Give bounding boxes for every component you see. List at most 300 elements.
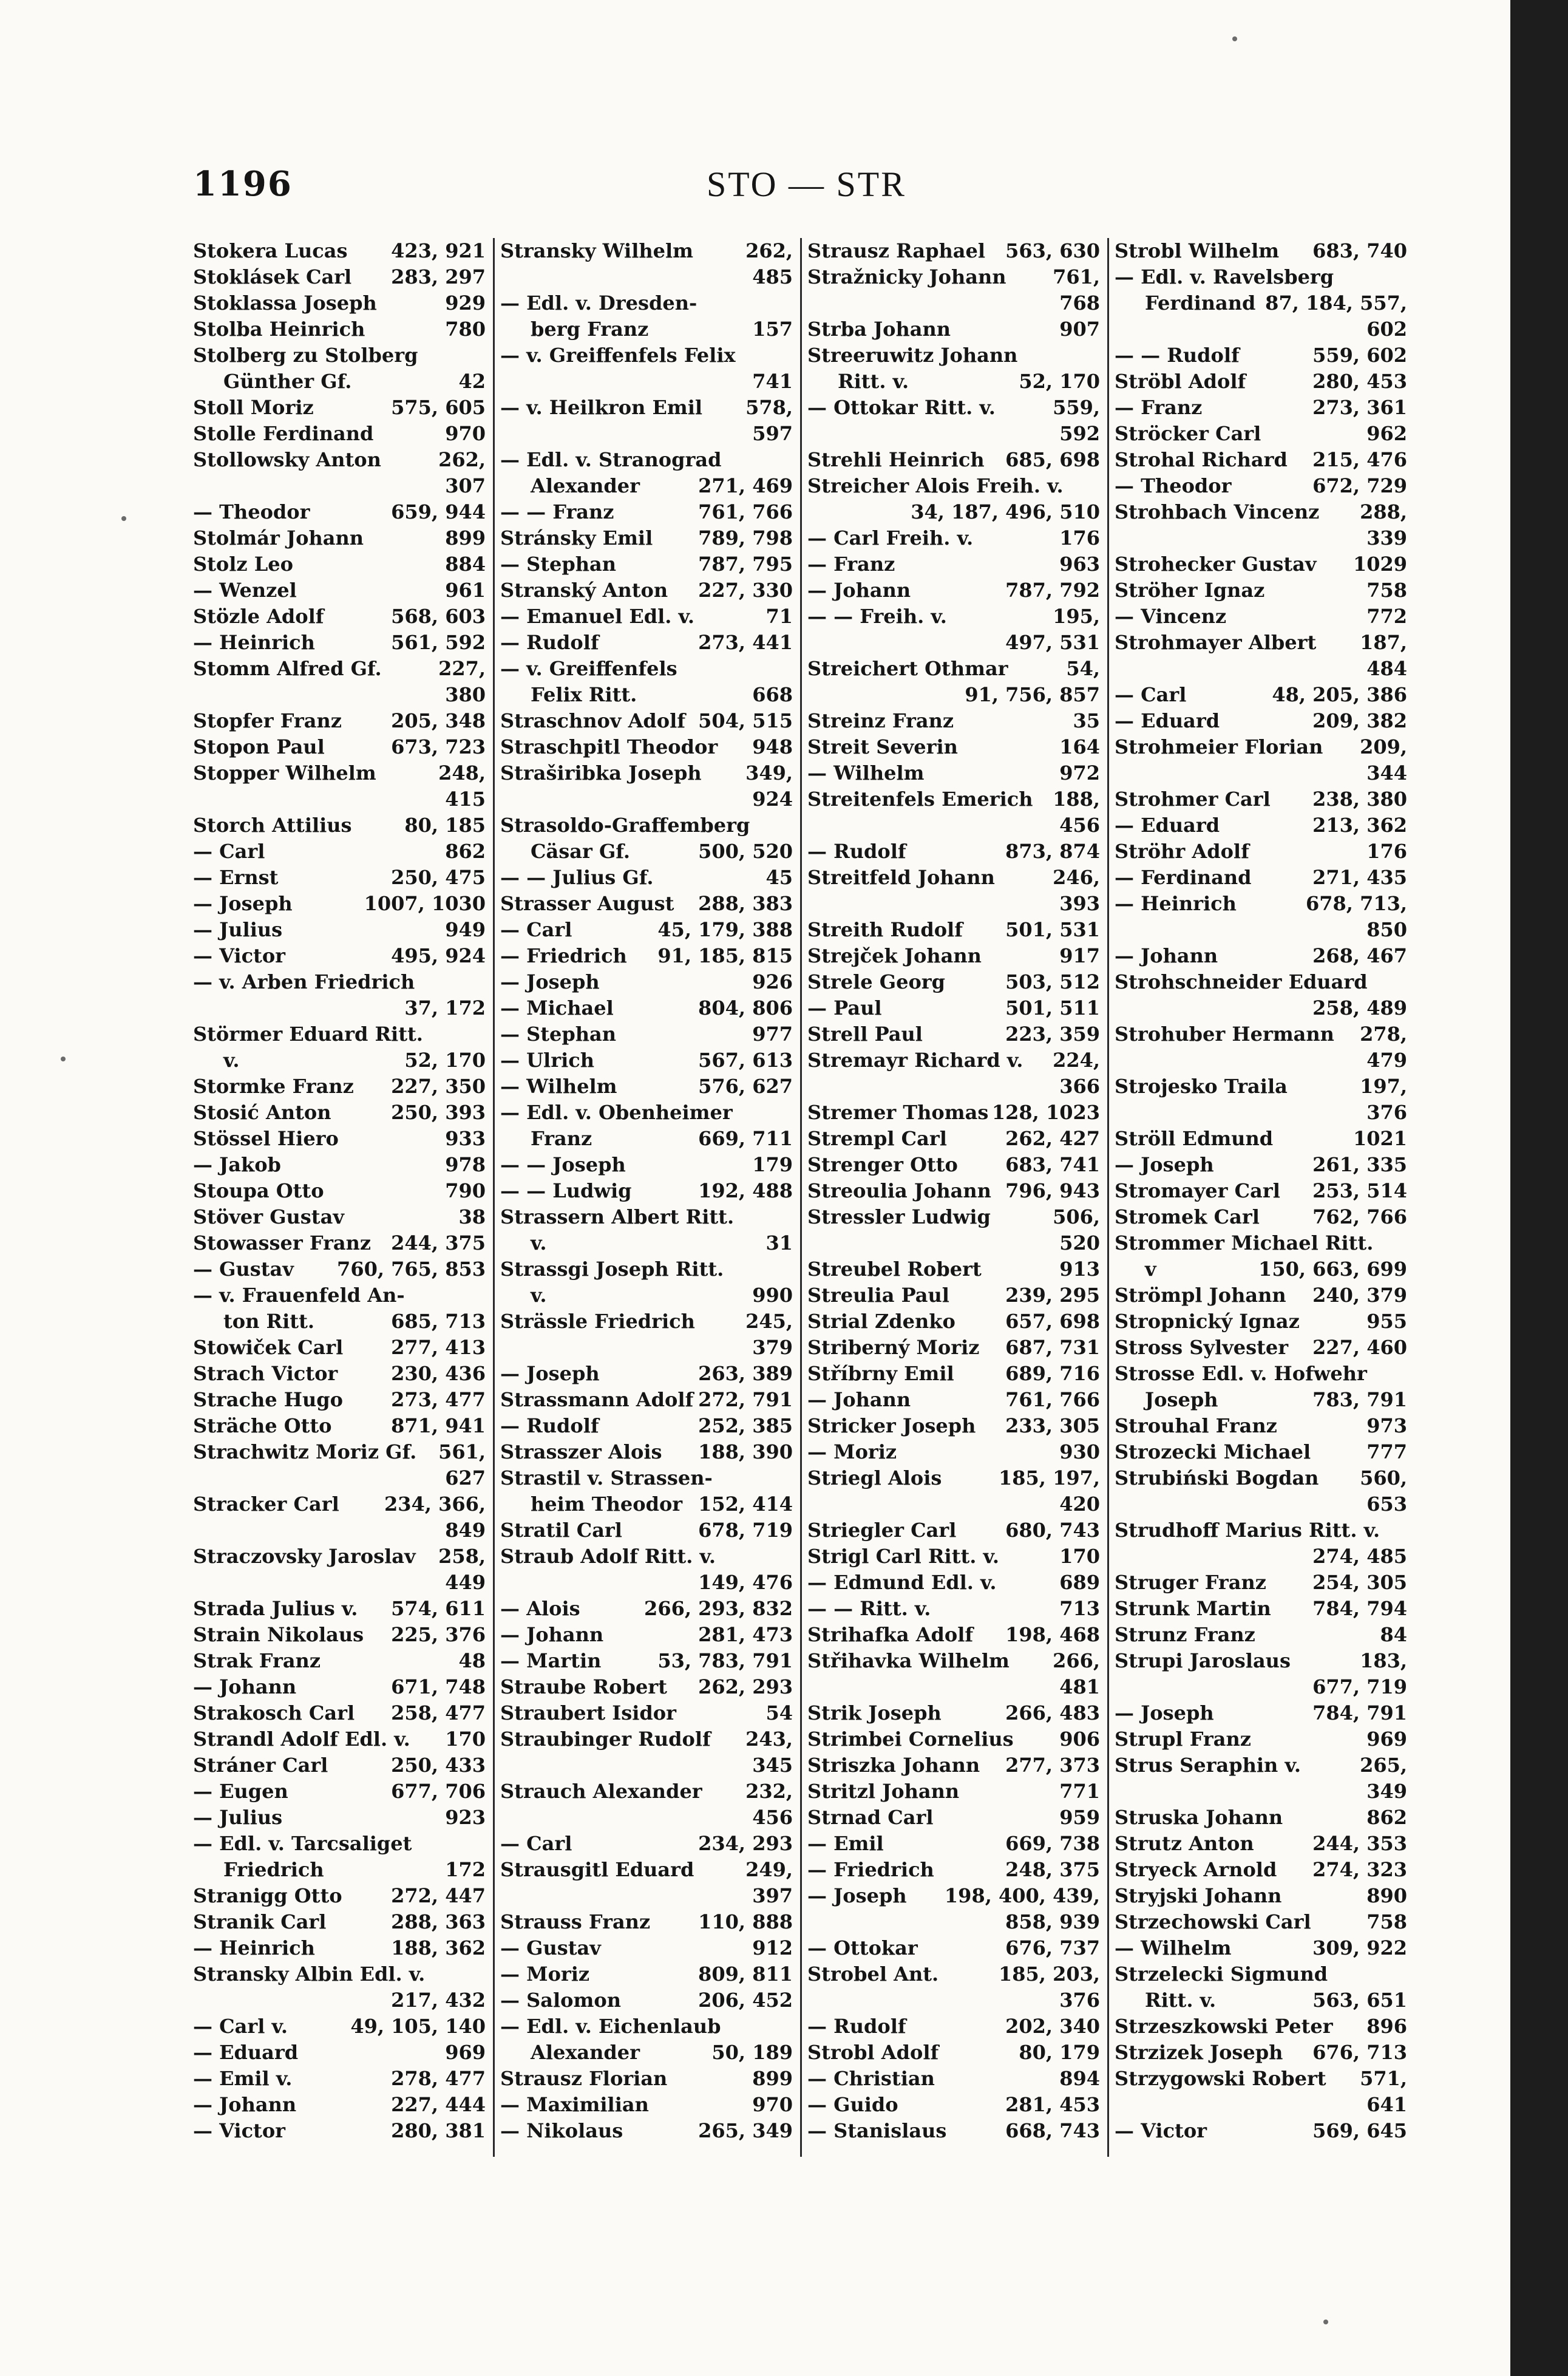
entry-name: Stropnický Ignaz (1115, 1310, 1300, 1333)
entry-name: Streulia Paul (807, 1284, 949, 1307)
entry-name: Strzeszkowski Peter (1115, 2015, 1333, 2038)
entry-name: heim Theodor (531, 1493, 683, 1516)
entry-pages: 678, 713, (1305, 892, 1407, 915)
index-entry (500, 1100, 793, 1126)
entry-name: Ritt. v. (838, 370, 909, 393)
entry-name: Ströher Ignaz (1115, 579, 1265, 602)
index-entry (500, 264, 793, 290)
entry-pages: 761, (1053, 265, 1100, 288)
entry-pages: 272, 791 (698, 1388, 793, 1411)
entry-name: Felix Ritt. (531, 683, 637, 706)
entry-pages: 339 (1366, 526, 1407, 550)
index-entry (193, 421, 486, 447)
entry-pages: 238, 380 (1312, 788, 1407, 811)
entry-name: Streeruwitz Johann (807, 344, 1018, 367)
index-entry (500, 1700, 793, 1726)
index-entry (807, 1517, 1100, 1544)
index-entry (193, 917, 486, 943)
entry-name: — Ulrich (500, 1049, 594, 1072)
index-entry (193, 525, 486, 551)
entry-pages: 80, 179 (1019, 2041, 1100, 2064)
entry-pages: 49, 105, 140 (350, 2015, 486, 2038)
entry-pages: 277, 373 (1005, 1754, 1100, 1777)
index-entry (500, 734, 793, 760)
entry-pages: 758 (1366, 1910, 1407, 1933)
index-entry (500, 1805, 793, 1831)
entry-pages: 787, 792 (1005, 579, 1100, 602)
entry-name: Streitenfels Emerich (807, 788, 1033, 811)
entry-pages: 258, (438, 1545, 486, 1568)
index-entry (193, 1596, 486, 1622)
entry-pages: 520 (1059, 1231, 1100, 1254)
entry-pages: 42 (458, 370, 486, 393)
entry-pages: 899 (752, 2067, 793, 2090)
entry-name: Strejček Johann (807, 944, 982, 967)
entry-name: — — Ritt. v. (807, 1597, 931, 1620)
index-entry (193, 1857, 486, 1883)
entry-name: — Guido (807, 2093, 898, 2116)
entry-name: Stransky Albin Edl. v. (193, 1962, 426, 1986)
index-entry (193, 264, 486, 290)
index-entry (807, 2092, 1100, 2118)
index-entry (193, 2066, 486, 2092)
index-entry (807, 1909, 1100, 1935)
entry-name: Striszka Johann (807, 1754, 980, 1777)
entry-pages: 575, 605 (391, 396, 486, 419)
entry-name: Striberný Moriz (807, 1336, 980, 1359)
index-entry (193, 1648, 486, 1674)
entry-name: — Moriz (807, 1440, 897, 1463)
entry-name: — Edl. v. Tarcsaliget (193, 1832, 412, 1855)
index-entry (807, 1700, 1100, 1726)
entry-pages: 234, 293 (698, 1832, 793, 1855)
entry-name: — Christian (807, 2067, 935, 2090)
entry-name: — Theodor (1115, 474, 1232, 497)
entry-name: — Jakob (193, 1153, 281, 1176)
index-entry (193, 630, 486, 656)
entry-pages: 456 (752, 1806, 793, 1829)
index-entry (807, 1883, 1100, 1909)
entry-pages: 266, 293, 832 (644, 1597, 793, 1620)
entry-name: Strohschneider Eduard (1115, 970, 1368, 993)
entry-name: Strömpl Johann (1115, 1284, 1286, 1307)
entry-name: Streinz Franz (807, 709, 954, 732)
index-entry (193, 1413, 486, 1439)
entry-name: Stokera Lucas (193, 239, 348, 262)
entry-pages: 261, 335 (1312, 1153, 1407, 1176)
entry-name: Straschpitl Theodor (500, 735, 718, 758)
entry-pages: 288, 383 (698, 892, 793, 915)
index-entry (193, 238, 486, 264)
index-entry (500, 604, 793, 630)
entry-pages: 969 (445, 2041, 486, 2064)
entry-name: — Edmund Edl. v. (807, 1571, 997, 1594)
index-entry (1115, 2066, 1407, 2092)
entry-pages: 484 (1366, 657, 1407, 680)
entry-pages: 278, 477 (391, 2067, 486, 2090)
entry-pages: 761, 766 (1005, 1388, 1100, 1411)
paper-speck (1323, 2320, 1328, 2324)
entry-pages: 192, 488 (698, 1179, 793, 1202)
entry-name: Stolba Heinrich (193, 318, 365, 341)
entry-pages: 481 (1059, 1675, 1100, 1698)
index-entry (500, 577, 793, 604)
index-entry (807, 264, 1100, 290)
entry-name: — Wilhelm (807, 761, 925, 785)
entry-pages: 890 (1366, 1884, 1407, 1907)
index-entry (500, 342, 793, 369)
entry-name: Strohecker Gustav (1115, 553, 1317, 576)
index-entry (1115, 264, 1407, 290)
entry-pages: 34, 187, 496, 510 (911, 500, 1100, 523)
entry-pages: 280, 453 (1312, 370, 1407, 393)
index-entry (807, 891, 1100, 917)
entry-name: Ströcker Carl (1115, 422, 1261, 445)
index-entry (500, 891, 793, 917)
entry-name: Stricker Joseph (807, 1414, 976, 1437)
entry-pages: 884 (445, 553, 486, 576)
entry-pages: 262, (438, 448, 486, 471)
index-entry (193, 1752, 486, 1779)
index-entry (807, 1648, 1100, 1674)
entry-name: Stolmár Johann (193, 526, 364, 550)
index-entry (807, 1074, 1100, 1100)
entry-pages: 248, (438, 761, 486, 785)
entry-name: — Emanuel Edl. v. (500, 605, 695, 628)
index-entry (807, 473, 1100, 499)
entry-name: Strachwitz Moriz Gf. (193, 1440, 417, 1463)
entry-name: — Friedrich (807, 1858, 934, 1881)
entry-name: Stranigg Otto (193, 1884, 342, 1907)
entry-name: Striegl Alois (807, 1466, 942, 1489)
entry-name: Störmer Eduard Ritt. (193, 1023, 423, 1046)
entry-name: — Victor (1115, 2119, 1207, 2142)
index-entry (500, 682, 793, 708)
entry-name: Striegler Carl (807, 1519, 957, 1542)
index-entry (193, 943, 486, 969)
entry-pages: 164 (1059, 735, 1100, 758)
entry-pages: 183, (1360, 1649, 1407, 1672)
entry-name: — Michael (500, 996, 614, 1020)
entry-name: Franz (531, 1127, 592, 1150)
entry-name: — Eduard (193, 2041, 299, 2064)
paper-speck (121, 516, 126, 521)
index-entry (500, 839, 793, 865)
entry-name: Günther Gf. (223, 370, 352, 393)
entry-name: — v. Arben Friedrich (193, 970, 415, 993)
index-entry (1115, 342, 1407, 369)
index-entry (500, 1857, 793, 1883)
entry-pages: 771 (1059, 1780, 1100, 1803)
entry-pages: 349, (745, 761, 793, 785)
entry-pages: 762, 766 (1312, 1205, 1407, 1228)
entry-pages: 560, (1360, 1466, 1407, 1489)
index-entry (1115, 1779, 1407, 1805)
entry-pages: 969 (1366, 1728, 1407, 1751)
index-entry (1115, 1544, 1407, 1570)
entry-name: — Salomon (500, 1989, 621, 2012)
entry-name: — — Joseph (500, 1153, 626, 1176)
column-rule (493, 238, 495, 2157)
entry-pages: 91, 756, 857 (965, 683, 1100, 706)
index-entry (807, 656, 1100, 682)
entry-name: Strzygowski Robert (1115, 2067, 1326, 2090)
entry-pages: 929 (445, 291, 486, 315)
entry-pages: 185, 203, (998, 1962, 1100, 1986)
entry-name: — Rudolf (807, 840, 906, 863)
entry-name: Straširibka Joseph (500, 761, 702, 785)
entry-name: Stosić Anton (193, 1101, 331, 1124)
entry-pages: 227, 350 (391, 1075, 486, 1098)
entry-name: — v. Greiffenfels Felix (500, 344, 736, 367)
index-entry (807, 1674, 1100, 1700)
index-entry (193, 1465, 486, 1491)
entry-pages: 420 (1059, 1493, 1100, 1516)
entry-name: — v. Heilkron Emil (500, 396, 703, 419)
entry-pages: 271, 469 (698, 474, 793, 497)
entry-name: — Theodor (193, 500, 310, 523)
index-entry (193, 1204, 486, 1230)
entry-name: Strassern Albert Ritt. (500, 1205, 735, 1228)
index-entry (807, 1961, 1100, 1987)
entry-pages: 862 (445, 840, 486, 863)
entry-name: Ferdinand (1145, 291, 1256, 315)
entry-name: Strik Joseph (807, 1701, 942, 1724)
entry-pages: 379 (752, 1336, 793, 1359)
index-entry (193, 1439, 486, 1465)
index-entry (500, 1152, 793, 1178)
entry-name: — Ernst (193, 866, 279, 889)
entry-name: Stolz Leo (193, 553, 293, 576)
index-entry (500, 1570, 793, 1596)
entry-pages: 209, 382 (1312, 709, 1407, 732)
index-column-2 (500, 238, 793, 2144)
entry-name: v. (223, 1049, 240, 1072)
entry-pages: 283, 297 (391, 265, 486, 288)
entry-pages: 309, 922 (1312, 1936, 1407, 1959)
entry-pages: 559, 602 (1312, 344, 1407, 367)
entry-pages: 35 (1073, 709, 1100, 732)
index-entry (807, 1935, 1100, 1961)
entry-pages: 195, (1053, 605, 1100, 628)
entry-pages: 91, 185, 815 (657, 944, 793, 967)
index-entry (193, 1961, 486, 1987)
paper-speck (1232, 36, 1237, 41)
entry-name: — v. Greiffenfels (500, 657, 677, 680)
entry-pages: 804, 806 (698, 996, 793, 1020)
index-entry (500, 1491, 793, 1517)
entry-pages: 678, 719 (698, 1519, 793, 1542)
index-entry (193, 1987, 486, 2013)
entry-pages: 84 (1380, 1623, 1407, 1646)
index-entry (193, 1805, 486, 1831)
entry-pages: 672, 729 (1312, 474, 1407, 497)
index-entry (500, 1230, 793, 1256)
entry-name: — Eduard (1115, 709, 1220, 732)
entry-name: Strasser August (500, 892, 674, 915)
entry-pages: 567, 613 (698, 1049, 793, 1072)
index-entry (193, 682, 486, 708)
index-entry (193, 1387, 486, 1413)
entry-pages: 955 (1366, 1310, 1407, 1333)
index-entry (1115, 839, 1407, 865)
index-entry (1115, 1961, 1407, 1987)
index-entry (807, 1230, 1100, 1256)
index-entry (1115, 499, 1407, 525)
entry-pages: 198, 400, 439, (944, 1884, 1100, 1907)
entry-pages: 349 (1366, 1780, 1407, 1803)
entry-name: Stözle Adolf (193, 605, 324, 628)
entry-name: — — Franz (500, 500, 614, 523)
entry-pages: 772 (1366, 605, 1407, 628)
entry-name: Strunz Franz (1115, 1623, 1255, 1646)
index-entry (500, 1648, 793, 1674)
index-entry (500, 1204, 793, 1230)
entry-pages: 899 (445, 526, 486, 550)
index-entry (500, 447, 793, 473)
entry-pages: 215, 476 (1312, 448, 1407, 471)
entry-name: — Joseph (807, 1884, 907, 1907)
entry-name: — Ottokar (807, 1936, 918, 1959)
entry-name: Stryeck Arnold (1115, 1858, 1277, 1881)
entry-pages: 188, 362 (391, 1936, 486, 1959)
index-entry (1115, 656, 1407, 682)
entry-name: Straschnov Adolf (500, 709, 686, 732)
index-entry (500, 917, 793, 943)
entry-pages: 479 (1366, 1049, 1407, 1072)
entry-pages: 307 (445, 474, 486, 497)
entry-pages: 243, (745, 1728, 793, 1751)
entry-pages: 485 (752, 265, 793, 288)
entry-name: Strial Zdenko (807, 1310, 955, 1333)
entry-pages: 176 (1366, 840, 1407, 863)
index-entry (193, 1779, 486, 1805)
index-entry (807, 812, 1100, 839)
entry-name: Strasszer Alois (500, 1440, 662, 1463)
index-entry (1115, 447, 1407, 473)
index-entry (1115, 316, 1407, 342)
entry-name: — Stanislaus (807, 2119, 947, 2142)
entry-name: Stross Sylvester (1115, 1336, 1289, 1359)
entry-pages: 202, 340 (1005, 2015, 1100, 2038)
index-entry (1115, 760, 1407, 786)
entry-name: Strenger Otto (807, 1153, 958, 1176)
entry-pages: 501, 511 (1005, 996, 1100, 1020)
entry-pages: 271, 435 (1312, 866, 1407, 889)
index-entry (500, 995, 793, 1021)
entry-name: Stoll Moriz (193, 396, 314, 419)
index-entry (193, 1021, 486, 1047)
entry-name: — Franz (807, 553, 895, 576)
entry-name: Alexander (531, 2041, 640, 2064)
entry-pages: 423, 921 (391, 239, 486, 262)
index-entry (500, 786, 793, 812)
index-entry (500, 1047, 793, 1074)
index-entry (500, 630, 793, 656)
entry-name: — Edl. v. Dresden- (500, 291, 697, 315)
index-entry (807, 734, 1100, 760)
entry-name: — Victor (193, 2119, 286, 2142)
entry-name: Strozecki Michael (1115, 1440, 1311, 1463)
entry-name: Strandl Adolf Edl. v. (193, 1728, 410, 1751)
index-entry (500, 1674, 793, 1700)
entry-name: Straubinger Rudolf (500, 1728, 711, 1751)
entry-name: — — Julius Gf. (500, 866, 654, 889)
column-rule (1107, 238, 1109, 2157)
entry-pages: 948 (752, 735, 793, 758)
entry-name: Straubert Isidor (500, 1701, 676, 1724)
entry-pages: 906 (1059, 1728, 1100, 1751)
entry-pages: 245, (745, 1310, 793, 1333)
entry-pages: 990 (752, 1284, 793, 1307)
entry-pages: 563, 630 (1005, 239, 1100, 262)
entry-name: — Emil v. (193, 2067, 293, 2090)
index-entry (1115, 1570, 1407, 1596)
index-entry (500, 499, 793, 525)
entry-pages: 1007, 1030 (364, 892, 486, 915)
entry-pages: 871, 941 (391, 1414, 486, 1437)
entry-pages: 959 (1059, 1806, 1100, 1829)
index-entry (1115, 891, 1407, 917)
entry-pages: 250, 393 (391, 1101, 486, 1124)
index-entry (500, 290, 793, 316)
entry-pages: 288, (1360, 500, 1407, 523)
index-entry (500, 1987, 793, 2013)
index-entry (1115, 1152, 1407, 1178)
entry-name: Strauch Alexander (500, 1780, 702, 1803)
index-entry (807, 1726, 1100, 1752)
entry-pages: 858, 939 (1005, 1910, 1100, 1933)
entry-name: Struger Franz (1115, 1571, 1266, 1594)
entry-name: Strojesko Traila (1115, 1075, 1288, 1098)
entry-pages: 52, 170 (404, 1049, 486, 1072)
index-entry (500, 525, 793, 551)
entry-name: Strausz Florian (500, 2067, 668, 2090)
entry-pages: 37, 172 (404, 996, 486, 1020)
entry-pages: 784, 791 (1312, 1701, 1407, 1724)
entry-name: — Johann (807, 1388, 911, 1411)
index-entry (500, 421, 793, 447)
entry-name: berg Franz (531, 318, 649, 341)
index-entry (500, 1256, 793, 1282)
index-entry (807, 1439, 1100, 1465)
index-entry (500, 1909, 793, 1935)
index-entry (193, 1100, 486, 1126)
index-entry (1115, 2118, 1407, 2144)
entry-pages: 376 (1366, 1101, 1407, 1124)
entry-name: — Johann (1115, 944, 1218, 967)
entry-pages: 240, 379 (1312, 1284, 1407, 1307)
entry-name: — Wenzel (193, 579, 297, 602)
entry-name: Sträche Otto (193, 1414, 332, 1437)
entry-pages: 668, 743 (1005, 2119, 1100, 2142)
index-entry (807, 447, 1100, 473)
entry-name: — Ottokar Ritt. v. (807, 396, 996, 419)
entry-name: — Edl. v. Eichenlaub (500, 2015, 721, 2038)
entry-pages: 234, 366, (384, 1493, 486, 1516)
entry-pages: 48, 205, 386 (1272, 683, 1407, 706)
index-entry (500, 969, 793, 995)
entry-pages: 244, 375 (391, 1231, 486, 1254)
entry-pages: 659, 944 (391, 500, 486, 523)
index-entry (807, 839, 1100, 865)
index-entry (1115, 1439, 1407, 1465)
index-entry (1115, 421, 1407, 447)
index-entry (1115, 786, 1407, 812)
entry-name: Strouhal Franz (1115, 1414, 1277, 1437)
entry-name: Strache Hugo (193, 1388, 343, 1411)
index-entry (500, 1544, 793, 1570)
